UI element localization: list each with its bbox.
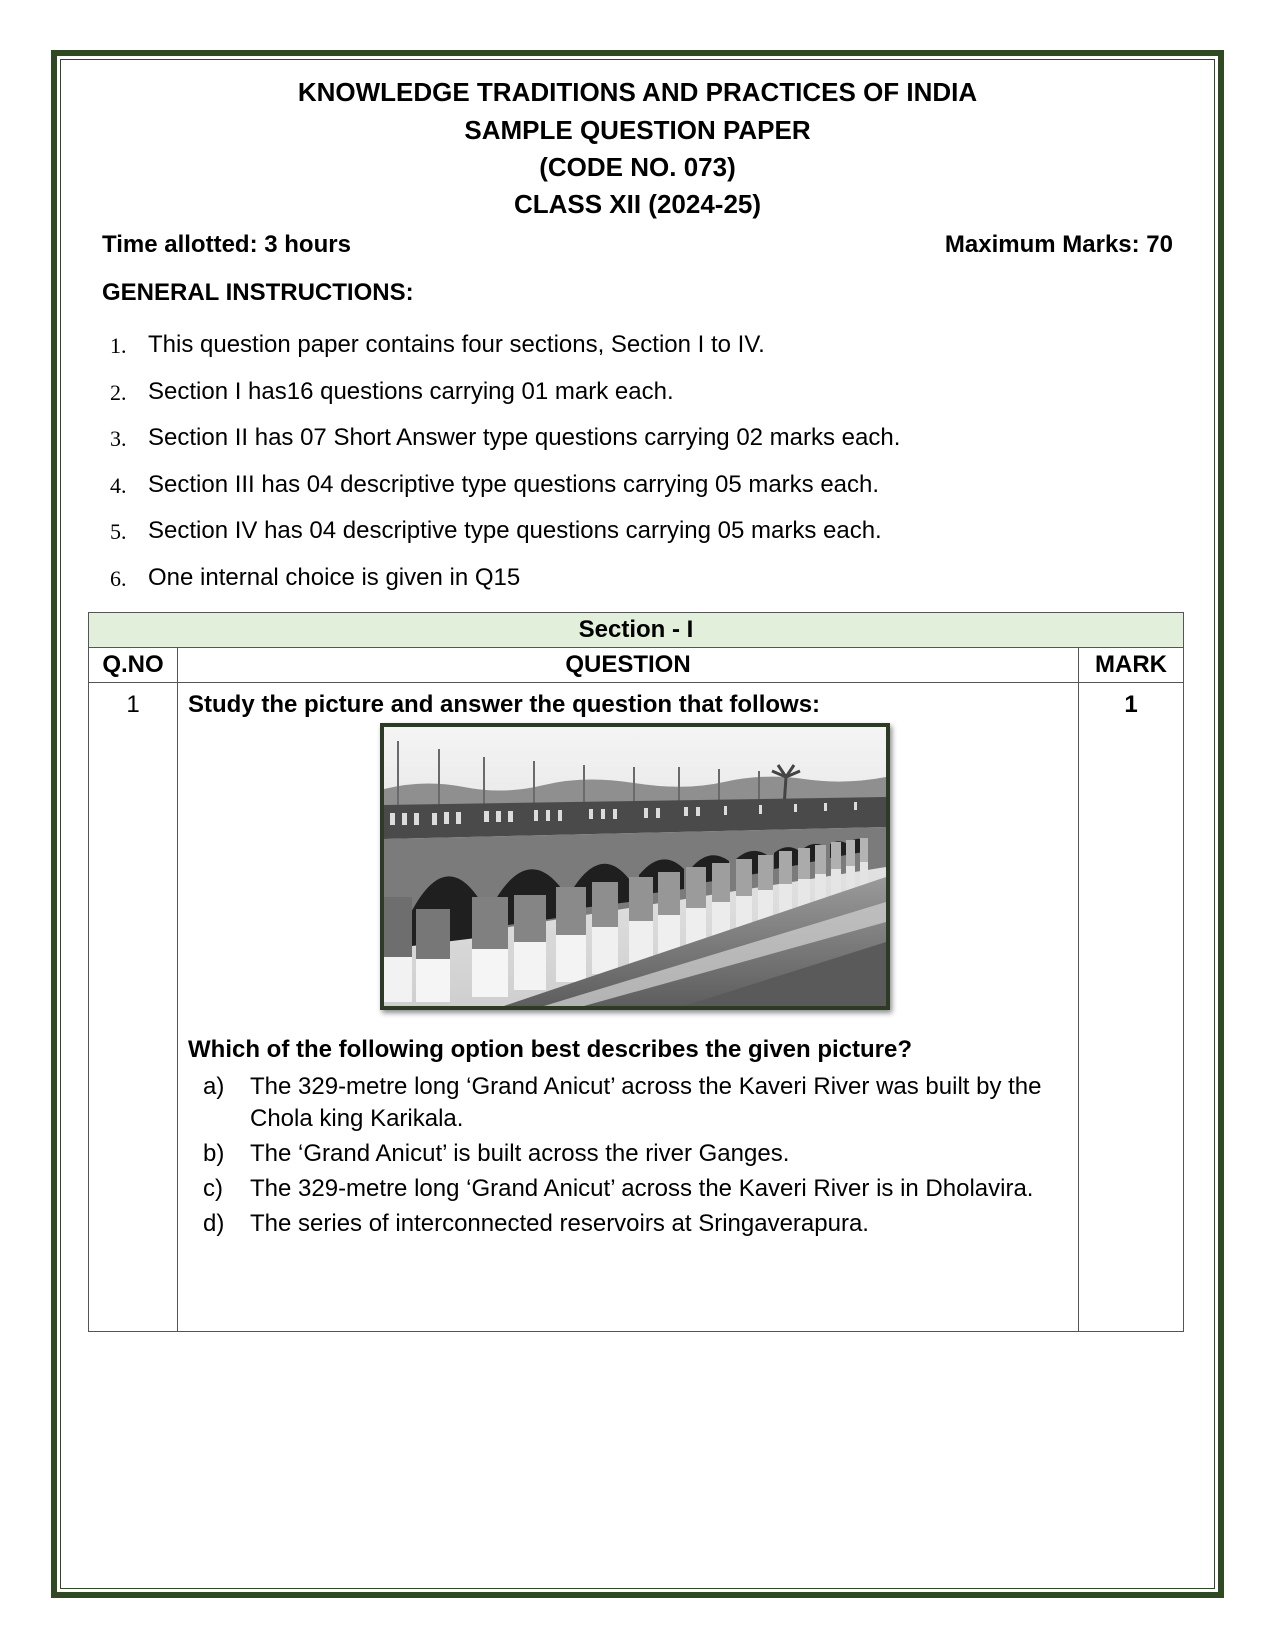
question-mark: 1 [1079,683,1184,1332]
options-list [188,1071,1068,1243]
question-cell [178,683,1079,1332]
paper-class: CLASS XII (2024-25) [513,189,762,219]
option-label: c) [203,1175,223,1202]
column-header-qno: Q.NO [89,648,178,683]
option-text: The series of interconnected reservoirs at Sringaverapura. [250,1210,869,1237]
dam-photo-icon [380,723,890,1010]
column-header-mark: MARK [1079,648,1184,683]
question-number: 1 [89,683,178,1332]
general-instructions-heading: GENERAL INSTRUCTIONS: [102,279,414,306]
instruction-text: This question paper contains four sections, Section I to IV. [148,331,765,358]
instruction-text: One internal choice is given in Q15 [148,563,521,591]
question-prompt: Study the picture and answer the question that follows: [188,691,821,718]
question-text: Which of the following option best describes the given picture? [188,1036,913,1063]
instruction-text: Section IV has 04 descriptive type questions carrying 05 marks each. [148,517,882,544]
option-text: The 329-metre long ‘Grand Anicut’ across the Kaveri River is in Dholavira. [250,1175,1034,1202]
instruction-text: Section III has 04 descriptive type questions carrying 05 marks each. [148,470,880,498]
option-text: The ‘Grand Anicut’ is built across the river Ganges. [250,1140,790,1167]
option-label: a) [203,1073,225,1100]
question-table [88,612,1184,1332]
instruction-number: 5. [110,519,127,544]
option-text: The 329-metre long ‘Grand Anicut’ across the Kaveri River was built by the Chola king Karikala. [250,1073,1042,1132]
instruction-number: 3. [110,426,127,451]
instruction-text: Section II has 07 Short Answer type questions carrying 02 marks each. [148,424,901,451]
column-header-question: QUESTION [178,648,1079,683]
instruction-number: 2. [110,379,127,405]
instruction-number: 4. [110,472,127,498]
instruction-number: 6. [110,565,127,591]
option-label: b) [203,1140,225,1167]
paper-subtitle: SAMPLE QUESTION PAPER [464,115,811,145]
maximum-marks: Maximum Marks: 70 [944,231,1173,258]
question-row [89,683,1184,1332]
option-b [188,1138,1068,1170]
option-label: d) [203,1210,225,1237]
paper-code: (CODE NO. 073) [539,152,736,182]
instruction-number: 1. [110,333,127,358]
section-header: Section - I [89,613,1184,648]
option-a [188,1071,1068,1135]
option-d [188,1208,1068,1240]
paper-title: KNOWLEDGE TRADITIONS AND PRACTICES OF INDIA [297,77,978,107]
option-c [188,1173,1068,1205]
instruction-text: Section I has16 questions carrying 01 mark each. [148,377,674,405]
time-allotted: Time allotted: 3 hours [102,231,351,258]
